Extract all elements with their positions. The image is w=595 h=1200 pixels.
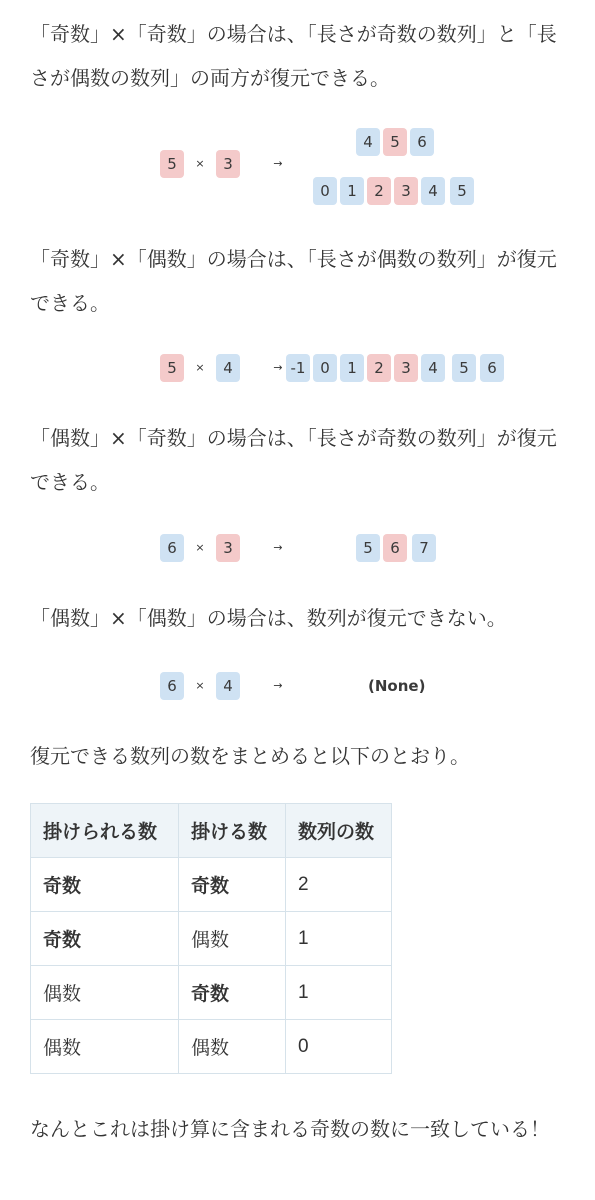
equation-row-4 [0,672,595,700]
result-tile: 3 [394,177,418,205]
table-header-row [31,804,392,858]
result-tile: -1 [286,354,310,382]
result-tile: 0 [313,354,337,382]
multiply-icon: × [195,541,205,554]
table-header-cell: 掛ける数 [179,804,286,858]
result-tile: 1 [340,177,364,205]
paragraph-even-odd: 「偶数」×「奇数」の場合は、「長さが奇数の数列」が復元できる。 [30,426,557,494]
equation-row-3 [0,534,595,562]
table-header-cell: 掛けられる数 [31,804,179,858]
result-tile: 2 [367,177,391,205]
equation-row-2 [0,354,595,382]
table-cell: 偶数 [31,1020,179,1074]
none-label: (None) [368,677,426,695]
result-tile: 1 [340,354,364,382]
arrow-right-icon: → [273,679,283,692]
equation-row-1 [0,150,595,178]
result-tile: 5 [452,354,476,382]
table-cell: 0 [286,1020,392,1074]
arrow-right-icon: → [273,361,283,374]
table-header-cell: 数列の数 [286,804,392,858]
operand-b-tile: 3 [216,150,240,178]
table-row [31,912,392,966]
arrow-right-icon: → [273,157,283,170]
result-tile: 4 [421,177,445,205]
result-tile: 3 [394,354,418,382]
table-cell: 偶数 [179,912,286,966]
table-row [31,858,392,912]
arrow-right-icon: → [273,541,283,554]
result-tile: 6 [383,534,407,562]
table-cell: 1 [286,912,392,966]
table-cell: 奇数 [179,858,286,912]
multiply-icon: × [195,679,205,692]
table-cell: 偶数 [31,966,179,1020]
paragraph-odd-even: 「奇数」×「偶数」の場合は、「長さが偶数の数列」が復元できる。 [30,247,557,315]
summary-intro: 復元できる数列の数をまとめると以下のとおり。 [30,744,470,768]
summary-table [30,803,392,1074]
table-cell: 2 [286,858,392,912]
operand-a-tile: 5 [160,354,184,382]
result-tile: 5 [383,128,407,156]
operand-a-tile: 6 [160,672,184,700]
operand-a-tile: 6 [160,534,184,562]
result-tile: 0 [313,177,337,205]
operand-b-tile: 3 [216,534,240,562]
table-cell: 奇数 [31,858,179,912]
result-tile: 2 [367,354,391,382]
table-cell: 奇数 [179,966,286,1020]
operand-b-tile: 4 [216,672,240,700]
result-tile: 4 [421,354,445,382]
result-tile: 6 [410,128,434,156]
table-row [31,966,392,1020]
paragraph-even-even: 「偶数」×「偶数」の場合は、数列が復元できない。 [30,606,507,630]
conclusion-text: なんとこれは掛け算に含まれる奇数の数に一致している！ [30,1117,550,1141]
operand-a-tile: 5 [160,150,184,178]
paragraph-odd-odd: 「奇数」×「奇数」の場合は、「長さが奇数の数列」と「長さが偶数の数列」の両方が復元できる。 [30,22,557,90]
result-tile: 5 [450,177,474,205]
operand-b-tile: 4 [216,354,240,382]
result-tile: 7 [412,534,436,562]
equation-row-1b [0,177,595,205]
table-row [31,1020,392,1074]
result-tile: 5 [356,534,380,562]
result-tile: 6 [480,354,504,382]
table-cell: 1 [286,966,392,1020]
multiply-icon: × [195,157,205,170]
table-cell: 奇数 [31,912,179,966]
table-cell: 偶数 [179,1020,286,1074]
result-tile: 4 [356,128,380,156]
multiply-icon: × [195,361,205,374]
